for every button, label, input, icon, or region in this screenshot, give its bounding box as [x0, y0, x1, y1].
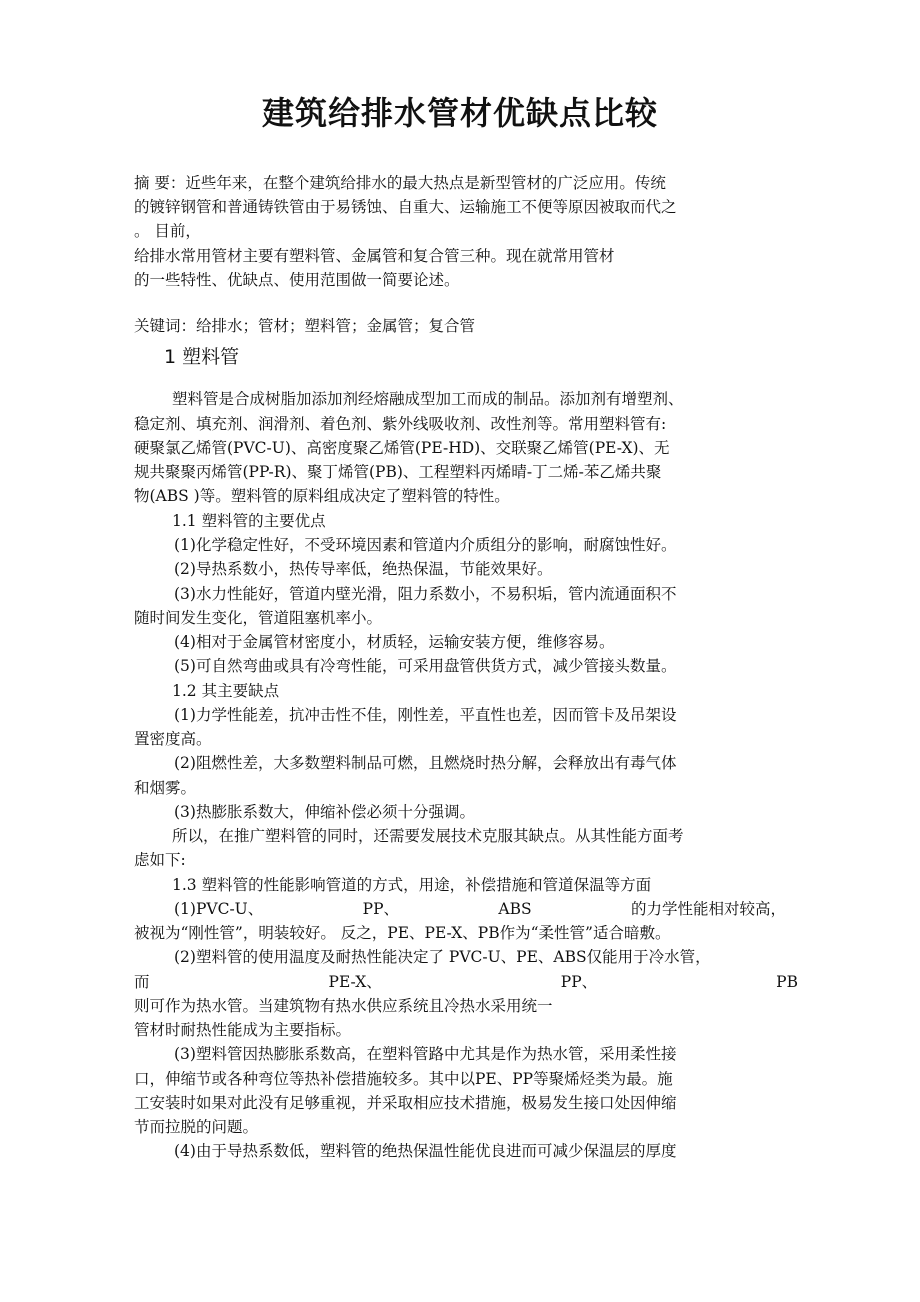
text-segment: ABS — [498, 900, 532, 918]
abstract-line: 。 目前， — [134, 222, 201, 240]
paragraph-line: 口，伸缩节或各种弯位等热补偿措施较多。其中以PE、PP等聚烯烃类为最。施 — [134, 1070, 673, 1088]
text-segment: PB — [776, 973, 798, 991]
list-item-continuation: 和烟雾。 — [134, 779, 197, 797]
list-item: (3)水力性能好，管道内壁光滑，阻力系数小，不易积垢，管内流通面积不 — [174, 585, 677, 603]
list-item: (4)相对于金属管材密度小，材质轻，运输安装方便，维修容易。 — [174, 633, 615, 651]
abstract-line: 摘 要：近些年来，在整个建筑给排水的最大热点是新型管材的广泛应用。传统 — [134, 174, 666, 192]
paragraph-line: 稳定剂、填充剂、润滑剂、着色剂、紫外线吸收剂、改性剂等。常用塑料管有: — [134, 415, 667, 433]
paragraph-line: 硬聚氯乙烯管(PVC-U)、高密度聚乙烯管(PE-HD)、交联聚乙烯管(PE-X)、无 — [134, 439, 670, 457]
text-segment: PP、 — [362, 900, 399, 918]
paragraph-line: 工安装时如果对此没有足够重视，并采取相应技术措施，极易发生接口处因伸缩 — [134, 1094, 677, 1112]
list-item: (4)由于导热系数低，塑料管的绝热保温性能优良进而可减少保温层的厚度 — [174, 1142, 677, 1160]
subsection-heading: 1.1 塑料管的主要优点 — [172, 512, 326, 530]
paragraph-line: 被视为“刚性管”，明装较好。 反之，PE、PE-X、PB作为“柔性管”适合暗敷。 — [134, 924, 671, 942]
list-item: (1)化学稳定性好，不受环境因素和管道内介质组分的影响，耐腐蚀性好。 — [174, 536, 677, 554]
list-item-continuation: 置密度高。 — [134, 730, 212, 748]
justified-line — [134, 972, 798, 992]
list-item: (1)力学性能差，抗冲击性不佳，刚性差，平直性也差，因而管卡及吊架设 — [174, 706, 677, 724]
text-segment: PP、 — [560, 973, 598, 991]
paragraph-line: 节而拉脱的问题。 — [134, 1118, 259, 1136]
text-segment: 的力学性能相对较高， — [630, 900, 786, 918]
paragraph-line: 塑料管是合成树脂加添加剂经熔融成型加工而成的制品。添加剂有增塑剂、 — [172, 390, 684, 408]
text-segment: PE-X、 — [328, 973, 382, 991]
paragraph-line: 虑如下: — [134, 851, 186, 869]
subsection-heading: 1.2 其主要缺点 — [172, 682, 280, 700]
list-item: (3)塑料管因热膨胀系数高，在塑料管路中尤其是作为热水管，采用柔性接 — [174, 1045, 677, 1063]
abstract-line: 的一些特性、优缺点、使用范围做一简要论述。 — [134, 271, 460, 289]
paragraph-line: 物(ABS )等。塑料管的原料组成决定了塑料管的特性。 — [134, 487, 510, 505]
section-heading: 1 塑料管 — [164, 346, 240, 368]
paragraph-line: 规共聚聚丙烯管(PP-R)、聚丁烯管(PB)、工程塑料丙烯晴-丁二烯-苯乙烯共聚 — [134, 463, 662, 481]
list-item: (2)塑料管的使用温度及耐热性能决定了 PVC-U、PE、ABS仅能用于冷水管， — [174, 948, 711, 966]
paragraph-line: 管材时耐热性能成为主要指标。 — [134, 1021, 352, 1039]
text-segment: 而 — [134, 973, 150, 991]
justified-line — [174, 899, 786, 919]
abstract-line: 的镀锌钢管和普通铸铁管由于易锈蚀、自重大、运输施工不便等原因被取而代之 — [134, 198, 677, 216]
list-item: (2)导热系数小，热传导率低，绝热保温，节能效果好。 — [174, 560, 553, 578]
list-item: (5)可自然弯曲或具有冷弯性能，可采用盘管供货方式，减少管接头数量。 — [174, 657, 677, 675]
list-item: (3)热膨胀系数大，伸缩补偿必须十分强调。 — [174, 803, 475, 821]
text-segment: (1)PVC-U、 — [174, 900, 264, 918]
document-title: 建筑给排水管材优缺点比较 — [261, 94, 658, 132]
paragraph-line: 则可作为热水管。当建筑物有热水供应系统且冷热水采用统一 — [134, 997, 553, 1015]
abstract-line: 给排水常用管材主要有塑料管、金属管和复合管三种。现在就常用管材 — [134, 247, 615, 265]
list-item: (2)阻燃性差，大多数塑料制品可燃，且燃烧时热分解，会释放出有毒气体 — [174, 754, 677, 772]
list-item-continuation: 随时间发生变化，管道阻塞机率小。 — [134, 609, 383, 627]
keywords: 关键词：给排水；管材；塑料管；金属管；复合管 — [134, 317, 476, 335]
paragraph-line: 所以，在推广塑料管的同时，还需要发展技术克服其缺点。从其性能方面考 — [172, 827, 684, 845]
subsection-heading: 1.3 塑料管的性能影响管道的方式，用途，补偿措施和管道保温等方面 — [172, 876, 652, 894]
